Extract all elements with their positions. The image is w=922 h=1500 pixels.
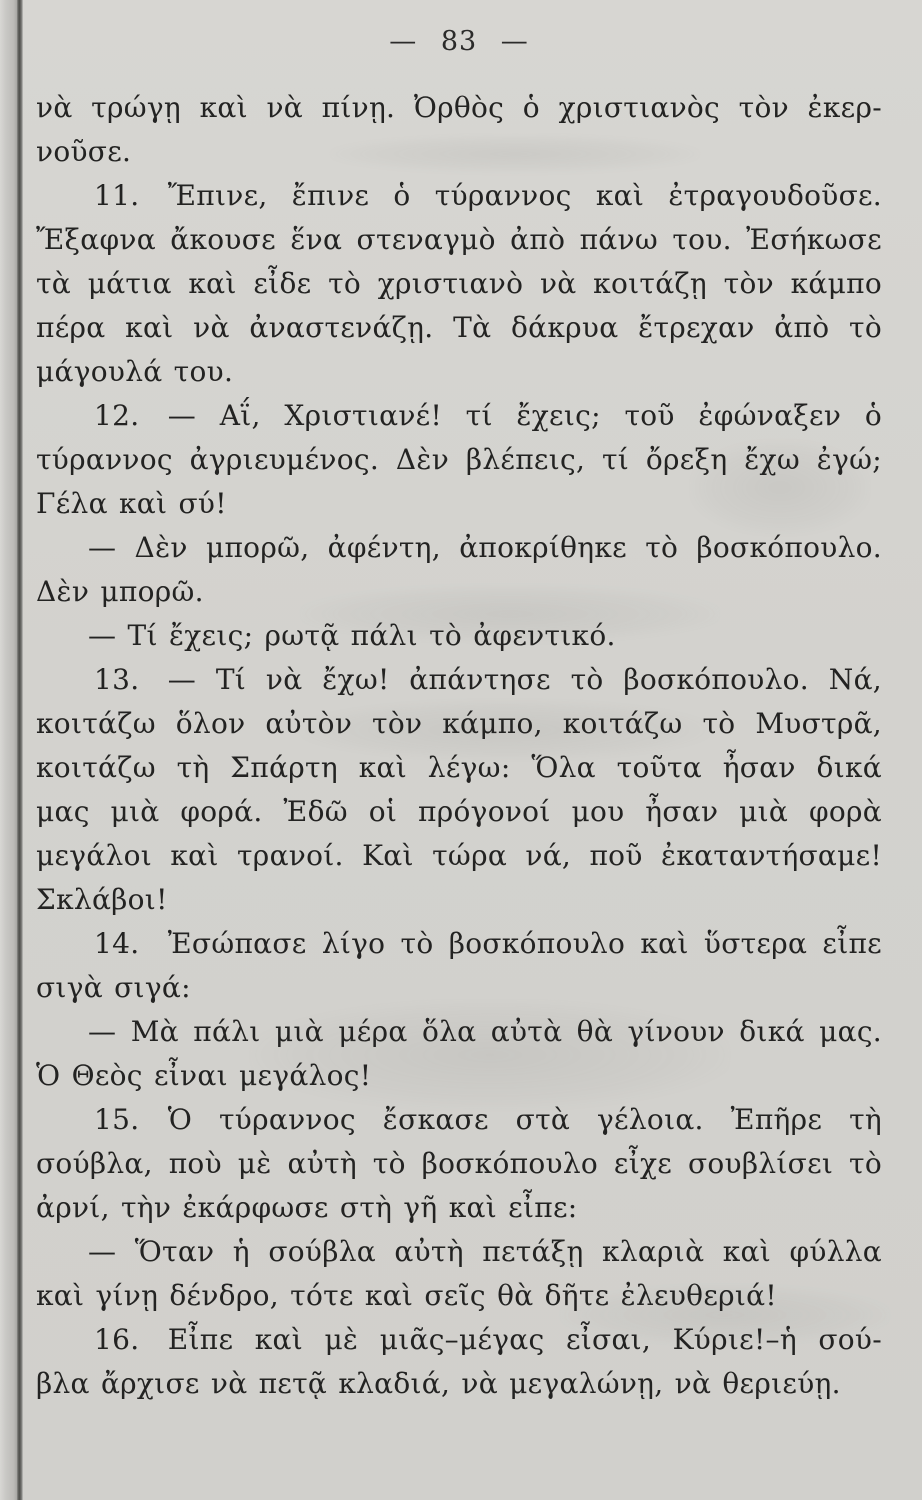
text-line: νοῦσε. bbox=[36, 135, 132, 168]
text-line: μεγάλοι καὶ τρανοί. Καὶ τώρα νά, ποῦ ἐκαταντήσαμε! bbox=[36, 839, 882, 872]
text-line: 16. Εἶπε καὶ μὲ μιᾶς–μέγας εἶσαι, Κύριε!–ἡ σού- bbox=[94, 1323, 882, 1356]
page-number: — 83 — bbox=[389, 26, 529, 57]
text-line: 13. — Τί νὰ ἔχω! ἀπάντησε τὸ βοσκόπουλο. Νά, bbox=[94, 663, 882, 696]
text-line: τύραννος ἀγριευμένος. Δὲν βλέπεις, τί ὄρεξη ἔχω ἐγώ; bbox=[36, 443, 882, 476]
text-line: Ἔξαφνα ἄκουσε ἕνα στεναγμὸ ἀπὸ πάνω του. Ἐσήκωσε bbox=[36, 223, 882, 256]
text-body bbox=[36, 86, 882, 1406]
text-line: κοιτάζω ὅλον αὐτὸν τὸν κάμπο, κοιτάζω τὸ Μυστρᾶ, bbox=[36, 707, 882, 740]
text-line: 12. — Αΐ, Χριστιανέ! τί ἔχεις; τοῦ ἐφώναξεν ὁ bbox=[94, 399, 882, 432]
text-line: Σκλάβοι! bbox=[36, 883, 168, 916]
text-line: μας μιὰ φορά. Ἐδῶ οἱ πρόγονοί μου ἦσαν μιὰ φορὰ bbox=[36, 795, 882, 828]
page-header bbox=[36, 26, 882, 57]
text-line: 15. Ὁ τύραννος ἔσκασε στὰ γέλοια. Ἐπῆρε τὴ bbox=[94, 1103, 882, 1136]
text-line: 14. Ἐσώπασε λίγο τὸ βοσκόπουλο καὶ ὕστερα εἶπε bbox=[94, 927, 882, 960]
text-line: — Δὲν μπορῶ, ἀφέντη, ἀποκρίθηκε τὸ βοσκόπουλο. bbox=[88, 531, 882, 564]
text-line: Δὲν μπορῶ. bbox=[36, 575, 204, 608]
text-line: τὰ μάτια καὶ εἶδε τὸ χριστιανὸ νὰ κοιτάζῃ τὸν κάμπο bbox=[36, 267, 882, 300]
text-line: νὰ τρώγῃ καὶ νὰ πίνῃ. Ὀρθὸς ὁ χριστιανὸς τὸν ἐκερ- bbox=[36, 91, 882, 124]
text-line: Ὁ Θεὸς εἶναι μεγάλος! bbox=[36, 1059, 372, 1092]
text-line: κοιτάζω τὴ Σπάρτη καὶ λέγω: Ὅλα τοῦτα ἦσαν δικά bbox=[36, 751, 882, 784]
text-line: μάγουλά του. bbox=[36, 355, 234, 388]
text-line: 11. Ἔπινε, ἔπινε ὁ τύραννος καὶ ἐτραγουδοῦσε. bbox=[94, 179, 882, 212]
text-line: σούβλα, ποὺ μὲ αὐτὴ τὸ βοσκόπουλο εἶχε σουβλίσει τὸ bbox=[36, 1147, 882, 1180]
text-line: καὶ γίνῃ δένδρο, τότε καὶ σεῖς θὰ δῆτε ἐλευθεριά! bbox=[36, 1279, 777, 1312]
text-line: ἀρνί, τὴν ἐκάρφωσε στὴ γῆ καὶ εἶπε: bbox=[36, 1191, 578, 1224]
binding-edge bbox=[17, 0, 23, 1500]
text-line: σιγὰ σιγά: bbox=[36, 971, 191, 1004]
text-line: πέρα καὶ νὰ ἀναστενάζῃ. Τὰ δάκρυα ἔτρεχαν ἀπὸ τὸ bbox=[36, 311, 882, 344]
page-edge-strip bbox=[0, 0, 17, 1500]
text-line: — Μὰ πάλι μιὰ μέρα ὅλα αὐτὰ θὰ γίνουν δικά μας. bbox=[88, 1015, 882, 1048]
text-line: — Τί ἔχεις; ρωτᾷ πάλι τὸ ἀφεντικό. bbox=[88, 619, 616, 652]
text-line: — Ὅταν ἡ σούβλα αὐτὴ πετάξῃ κλαριὰ καὶ φύλλα bbox=[88, 1235, 882, 1268]
text-line: βλα ἄρχισε νὰ πετᾷ κλαδιά, νὰ μεγαλώνῃ, νὰ θεριεύῃ. bbox=[36, 1367, 841, 1400]
text-line: Γέλα καὶ σύ! bbox=[36, 487, 227, 520]
